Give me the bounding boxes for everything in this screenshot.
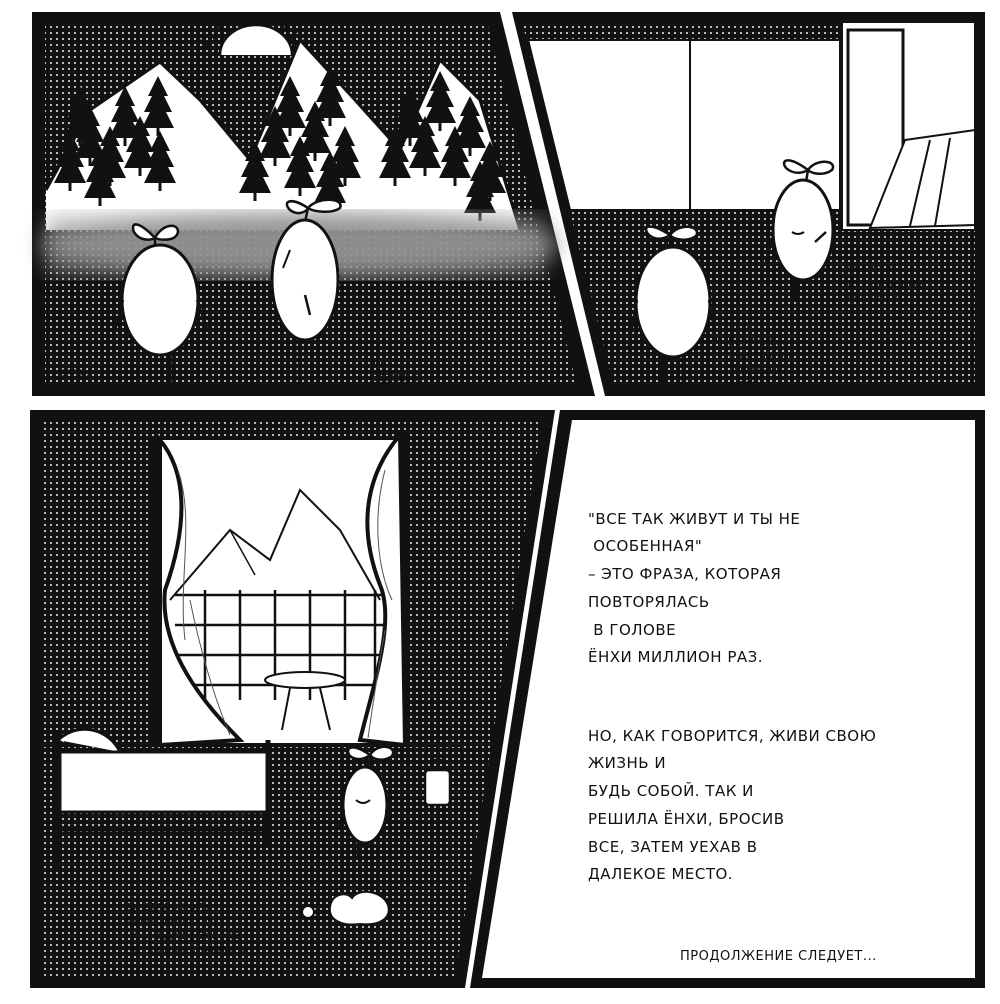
narration-paragraph-1: "ВСЕ ТАК ЖИВУТ И ТЫ НЕ ОСОБЕННАЯ" – ЭТО ФРАЗА, КОТОРАЯ ПОВТОРЯЛАСЬ В ГОЛОВЕ ЁНХИ МИЛЛИОН РАЗ.: [588, 509, 801, 667]
speech-panel1-left: ЭТО... КРАСИВО!: [62, 368, 116, 394]
caption-panel3: ЕЙ СТАЛО ХОТЬ НЕМНОГО ЛЕГЧЕ. НО... В ДУШЕ ВСЕ ЖЕ ОСТАВАЛАСЬ ТРЕВОГА.: [126, 902, 249, 957]
speech-panel2-left: ЭТО БЕЗУМИЕ... ДАЖЕ ЕСЛИ ТЫ МАНЬЯК, Я РАДА!: [728, 322, 794, 391]
panel-3: [30, 410, 555, 988]
to-be-continued: ПРОДОЛЖЕНИЕ СЛЕДУЕТ...: [680, 949, 877, 964]
panel-1: [32, 12, 595, 396]
speech-panel1-right: ДА... БЕЗУМНО КРАСИВО: [372, 358, 422, 398]
narration-paragraph-2: НО, КАК ГОВОРИТСЯ, ЖИВИ СВОЮ ЖИЗНЬ И БУДЬ СОБОЙ. ТАК И РЕШИЛА ЁНХИ, БРОСИВ ВСЕ, ЗАТЕМ УЕХАВ В ДАЛЕКОЕ МЕСТО.: [588, 726, 877, 884]
speech-panel2-right: ДА БРОСЬ... ОБЫЧНЫЙ ДОМ НА БЕРЕГУ!: [843, 264, 925, 304]
